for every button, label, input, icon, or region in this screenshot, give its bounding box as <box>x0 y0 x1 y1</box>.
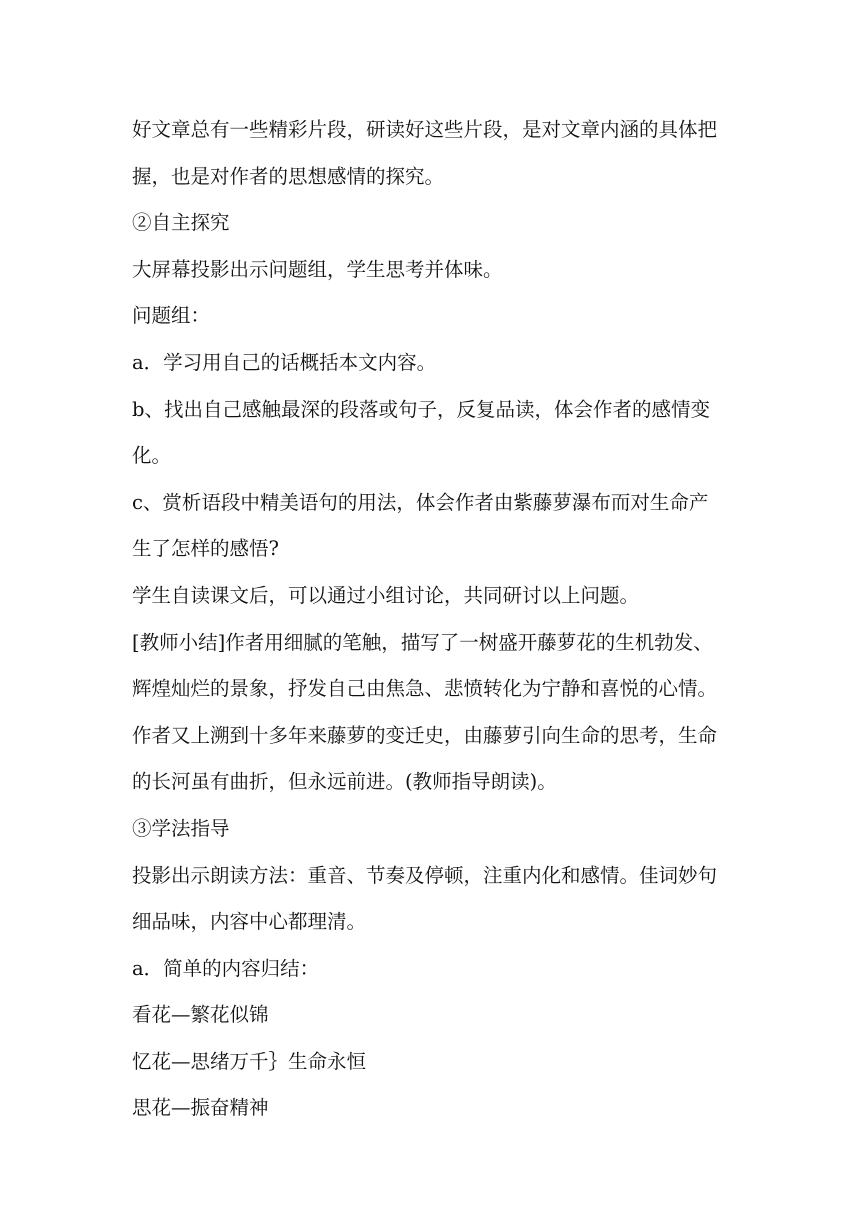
question-item: b、找出自己感触最深的段落或句子，反复品读，体会作者的感情变 <box>132 397 710 421</box>
summary-label: a．简单的内容归结： <box>132 956 320 980</box>
teacher-summary-line: [教师小结]作者用细腻的笔触，描写了一树盛开藤萝花的生机勃发、 <box>132 630 713 654</box>
teacher-summary-line: 辉煌灿烂的景象，抒发自己由焦急、悲愤转化为宁静和喜悦的心情。 <box>132 677 718 701</box>
section-heading: ②自主探究 <box>132 211 230 235</box>
paragraph-line: 握，也是对作者的思想感情的探究。 <box>132 164 445 188</box>
paragraph-line: 好文章总有一些精彩片段，研读好这些片段，是对文章内涵的具体把 <box>132 118 718 141</box>
paragraph-line: 投影出示朗读方法：重音、节奏及停顿，注重内化和感情。佳词妙句 <box>132 863 718 887</box>
question-item: a．学习用自己的话概括本文内容。 <box>132 350 437 374</box>
teacher-summary-line: 作者又上溯到十多年来藤萝的变迁史，由藤萝引向生命的思考，生命 <box>132 723 718 747</box>
paragraph-line: 大屏幕投影出示问题组，学生思考并体味。 <box>132 257 503 281</box>
summary-item: 忆花—思绪万千｝生命永恒 <box>132 1049 367 1073</box>
question-item-continuation: 化。 <box>132 444 172 468</box>
question-item: c、赏析语段中精美语句的用法，体会作者由紫藤萝瀑布而对生命产 <box>132 490 709 514</box>
summary-item: 看花—繁花似锦 <box>132 1003 269 1027</box>
question-item-continuation: 生了怎样的感悟? <box>132 537 279 561</box>
paragraph-line: 学生自读课文后，可以通过小组讨论，共同研讨以上问题。 <box>132 583 640 607</box>
question-group-label: 问题组： <box>132 304 211 328</box>
summary-item: 思花—振奋精神 <box>132 1096 269 1120</box>
paragraph-line: 细品味，内容中心都理清。 <box>132 910 367 934</box>
section-heading: ③学法指导 <box>132 816 230 840</box>
teacher-summary-line: 的长河虽有曲折，但永远前进。(教师指导朗读)。 <box>132 770 557 794</box>
document-body <box>132 107 736 1132</box>
